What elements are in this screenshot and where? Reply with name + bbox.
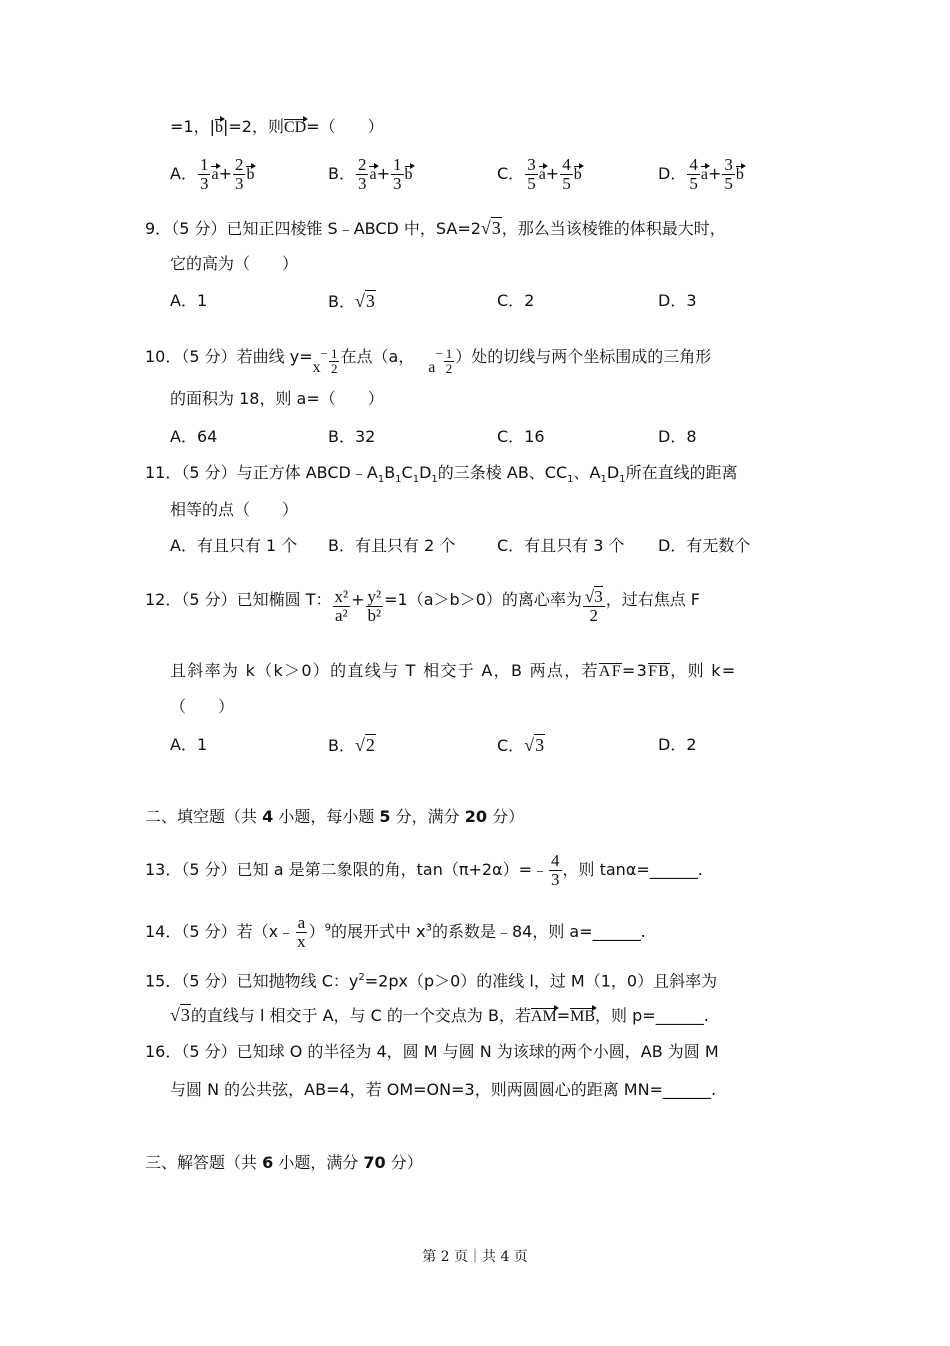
- denominator: 5: [724, 174, 733, 193]
- option-c[interactable]: [497, 290, 534, 312]
- numerator: y²: [367, 587, 382, 606]
- q16-line1: [145, 1041, 719, 1063]
- radicand: 3: [180, 1005, 190, 1025]
- text: ，则 tanα=______.: [562, 860, 703, 879]
- page-footer: 第 2 页｜共 4 页: [422, 1249, 528, 1265]
- text: D: [606, 463, 620, 482]
- exponent: 3: [425, 922, 432, 934]
- numerator: 3: [724, 155, 733, 174]
- denominator: 2: [589, 606, 599, 625]
- option-c[interactable]: [497, 734, 545, 757]
- numerator: 2: [357, 155, 367, 174]
- plus: +: [218, 164, 232, 183]
- plus: +: [545, 164, 560, 183]
- question-number: 15．: [145, 971, 182, 991]
- option-label: C．: [497, 427, 525, 446]
- fraction: [525, 156, 538, 193]
- subscript: 1: [619, 474, 626, 486]
- count: 4: [262, 807, 274, 826]
- vector-am: AM: [530, 1008, 557, 1025]
- fraction: [583, 588, 605, 625]
- text: D: [419, 463, 432, 482]
- numerator: 4: [562, 155, 571, 174]
- q11-line2: 相等的点（ ）: [170, 500, 299, 519]
- option-text: 有且只有 3 个: [524, 536, 625, 555]
- option-text: 有无数个: [686, 536, 751, 555]
- fraction: [391, 156, 404, 193]
- question-number: 10．: [145, 347, 182, 366]
- fraction: [687, 156, 700, 193]
- numerator: 1: [393, 155, 402, 174]
- q15-line1: [145, 967, 717, 992]
- option-b[interactable]: [328, 156, 413, 193]
- text: ，则 k=: [670, 661, 737, 680]
- option-d[interactable]: [658, 426, 697, 448]
- option-label: C．: [497, 736, 525, 755]
- q16-line2: 与圆 N 的公共弦，AB=4，若 OM=ON=3，则两圆圆心的距离 MN=______.: [170, 1080, 717, 1099]
- option-a[interactable]: [170, 734, 207, 756]
- text: 的直线与 l 相交于 A，与 C 的一个交点为 B，若: [190, 1006, 531, 1025]
- vector-a: a: [700, 166, 708, 183]
- text: 分）: [385, 1153, 423, 1172]
- exponent-fraction: [444, 347, 455, 376]
- text: =（ ）: [306, 117, 384, 136]
- denominator: 3: [234, 174, 244, 193]
- text: ，过右焦点 F: [605, 590, 701, 609]
- denominator: a²: [334, 606, 348, 625]
- numerator: a: [297, 913, 306, 932]
- option-c[interactable]: [497, 535, 625, 557]
- text: 三、解答题（共: [145, 1153, 263, 1172]
- q8-line1: [170, 116, 384, 138]
- option-d[interactable]: [658, 290, 697, 312]
- sqrt: √3: [170, 1005, 190, 1025]
- option-label: C．: [497, 164, 525, 183]
- text: ）处的切线与两个坐标围成的三角形: [455, 347, 712, 366]
- fraction: [366, 588, 384, 625]
- q10-line2: 的面积为 18，则 a=（ ）: [170, 389, 384, 408]
- radicand: 2: [365, 735, 375, 755]
- numerator: 3: [527, 155, 536, 174]
- option-label: B．: [328, 427, 355, 446]
- option-label: B．: [328, 536, 355, 555]
- text: 小题，每小题: [273, 807, 380, 826]
- vector-b: b: [246, 166, 255, 183]
- vector-a: a: [211, 166, 219, 183]
- option-label: A．: [170, 291, 197, 310]
- numerator: 1: [330, 346, 338, 361]
- option-text: 8: [686, 427, 697, 446]
- total: 70: [363, 1153, 386, 1172]
- q9-line1: [145, 217, 726, 240]
- vector-b: b: [573, 166, 582, 183]
- option-text: 有且只有 1 个: [196, 536, 298, 555]
- option-text: 16: [524, 427, 545, 446]
- text: =2px（p＞0）的准线 l，过 M（1，0）且斜率为: [364, 971, 718, 991]
- vector-af: AF: [598, 663, 622, 680]
- section-heading-solutions: [145, 1152, 423, 1174]
- text: （5 分）已知抛物线 C：y: [181, 971, 359, 991]
- option-label: A．: [170, 427, 197, 446]
- q14: [145, 914, 646, 951]
- option-text: 2: [686, 735, 697, 754]
- numerator: 4: [551, 851, 560, 870]
- option-a[interactable]: [170, 535, 297, 557]
- text: （5 分）已知 a 是第二象限的角，tan（π+2α）=﹣: [181, 860, 549, 879]
- question-number: 12．: [145, 590, 182, 609]
- denominator: 3: [199, 174, 209, 193]
- subscript: 1: [600, 474, 607, 486]
- vector-b: b: [404, 166, 413, 183]
- option-d[interactable]: [658, 535, 750, 557]
- option-label: D．: [658, 427, 687, 446]
- denominator: x: [297, 932, 306, 951]
- subscript: 1: [567, 474, 574, 486]
- text: =3: [621, 661, 649, 680]
- q12-line1: [145, 588, 700, 625]
- option-a[interactable]: [170, 290, 207, 312]
- option-label: B．: [328, 164, 355, 183]
- option-b[interactable]: [328, 426, 375, 448]
- denominator: 2: [330, 361, 338, 376]
- radicand: 3: [491, 218, 501, 238]
- denominator: 5: [527, 174, 536, 193]
- plus: +: [376, 164, 390, 183]
- subscript: 1: [395, 474, 402, 486]
- minus: −: [435, 346, 443, 361]
- option-text: 3: [686, 291, 697, 310]
- exponent: 2: [358, 972, 365, 983]
- fraction: [722, 156, 735, 193]
- option-d[interactable]: [658, 156, 744, 193]
- count: 6: [262, 1153, 274, 1172]
- text: |=2，则: [222, 117, 284, 136]
- numerator: 4: [689, 155, 698, 174]
- subscript: 1: [412, 474, 420, 486]
- text: （5 分）已知椭圆 T：: [181, 590, 332, 609]
- numerator: 2: [234, 155, 244, 174]
- option-label: D．: [658, 164, 687, 183]
- text: =1，|: [170, 117, 215, 136]
- radicand: 3: [365, 291, 375, 311]
- option-b[interactable]: [328, 535, 455, 557]
- text: 的三条棱 AB、CC: [437, 463, 568, 482]
- option-text: 32: [354, 427, 376, 446]
- denominator: 5: [689, 174, 698, 193]
- question-number: 14．: [145, 922, 182, 941]
- fraction: [356, 156, 369, 193]
- q11-line1: [145, 462, 738, 491]
- minus: −: [320, 346, 328, 361]
- text: 二、填空题（共: [145, 807, 263, 826]
- text: 、A: [573, 463, 601, 482]
- option-label: C．: [497, 291, 525, 310]
- text: B: [384, 463, 396, 482]
- fraction: [233, 156, 246, 193]
- q13: [145, 852, 703, 889]
- numerator: 1: [199, 155, 209, 174]
- text: ，那么当该棱锥的体积最大时，: [501, 219, 726, 238]
- option-text: 64: [196, 427, 218, 446]
- vector-fb: FB: [648, 663, 671, 680]
- option-label: D．: [658, 735, 687, 754]
- denominator: 3: [393, 174, 402, 193]
- radicand: 3: [535, 735, 545, 755]
- fraction: [560, 156, 573, 193]
- q12-line3: （ ）: [170, 697, 235, 716]
- text: 分，满分: [390, 807, 465, 826]
- exponent-fraction: [329, 347, 340, 376]
- vector-cd: CD: [283, 119, 307, 136]
- base-x: x: [312, 359, 321, 376]
- denominator: 2: [445, 361, 453, 376]
- fraction: [198, 156, 211, 193]
- text: 所在直线的距离: [625, 463, 738, 482]
- text: =: [556, 1006, 571, 1025]
- sqrt: √3: [524, 735, 545, 755]
- text: 的展开式中 x: [331, 922, 426, 941]
- option-a[interactable]: [170, 426, 217, 448]
- vector-mb: MB: [570, 1008, 596, 1025]
- points: 5: [379, 807, 391, 826]
- fraction: [549, 852, 562, 889]
- q10-line1: [145, 336, 711, 386]
- subscript: 1: [431, 474, 438, 486]
- sqrt: √3: [354, 291, 375, 311]
- option-c[interactable]: [497, 426, 545, 448]
- vector-a: a: [369, 166, 377, 183]
- numerator: x²: [334, 587, 349, 606]
- option-label: A．: [170, 735, 197, 754]
- denominator: 3: [357, 174, 367, 193]
- numerator: √3: [584, 587, 603, 606]
- denominator: 5: [562, 174, 571, 193]
- option-label: C．: [497, 536, 525, 555]
- sqrt: √2: [354, 735, 375, 755]
- text: 分）: [487, 807, 525, 826]
- option-text: 2: [524, 291, 535, 310]
- text: 在点（a，: [340, 347, 415, 366]
- question-number: 13．: [145, 860, 182, 879]
- option-text: 1: [196, 291, 208, 310]
- fraction: [333, 588, 351, 625]
- option-label: B．: [328, 292, 355, 311]
- q12-line2: [170, 660, 737, 682]
- exponent: 9: [324, 922, 332, 934]
- q9-line2: 它的高为（ ）: [170, 254, 299, 273]
- q15-line2: [170, 1004, 709, 1027]
- option-b[interactable]: [328, 734, 376, 757]
- text: （5 分）若（x﹣: [181, 922, 295, 941]
- plus: +: [707, 164, 722, 183]
- question-number: 9．: [145, 219, 172, 238]
- text: C: [401, 463, 413, 482]
- fraction: [295, 914, 308, 951]
- total: 20: [464, 807, 488, 826]
- option-label: A．: [170, 536, 197, 555]
- text: ）: [308, 922, 325, 941]
- vector-a: a: [538, 166, 546, 183]
- option-label: D．: [658, 291, 687, 310]
- text: （5 分）已知正四棱锥 S﹣ABCD 中，SA=2: [171, 219, 481, 238]
- subscript: 1: [377, 474, 385, 486]
- text: 的系数是﹣84，则 a=______.: [431, 922, 646, 941]
- vector-b: b: [214, 119, 223, 136]
- option-b[interactable]: [328, 290, 376, 313]
- text: =1（a＞b＞0）的离心率为: [384, 590, 582, 609]
- text: ，则 p=______.: [595, 1006, 709, 1025]
- numerator: 1: [445, 346, 453, 361]
- text: 且斜率为 k（k＞0）的直线与 T 相交于 A，B 两点，若: [170, 661, 599, 680]
- text: （5 分）已知球 O 的半径为 4，圆 M 与圆 N 为该球的两个小圆，AB 为圆 M: [181, 1042, 719, 1061]
- question-number: 11．: [145, 463, 182, 482]
- option-c[interactable]: [497, 156, 582, 193]
- denominator: 3: [551, 870, 560, 889]
- denominator: b²: [367, 606, 382, 625]
- option-text: 1: [196, 735, 208, 754]
- plus: +: [351, 590, 365, 609]
- sqrt: √3: [480, 218, 501, 238]
- text: （5 分）若曲线 y=: [181, 347, 313, 366]
- option-a[interactable]: [170, 156, 254, 193]
- base-a: a: [428, 359, 436, 376]
- text: （5 分）与正方体 ABCD﹣A: [181, 463, 378, 482]
- section-heading-fill-in: [145, 806, 524, 828]
- question-number: 16．: [145, 1042, 182, 1061]
- option-label: A．: [170, 164, 197, 183]
- option-text: 有且只有 2 个: [354, 536, 456, 555]
- text: 小题，满分: [273, 1153, 364, 1172]
- option-label: D．: [658, 536, 687, 555]
- option-label: B．: [328, 736, 355, 755]
- radicand: 3: [594, 587, 603, 606]
- option-d[interactable]: [658, 734, 697, 756]
- vector-b: b: [735, 166, 744, 183]
